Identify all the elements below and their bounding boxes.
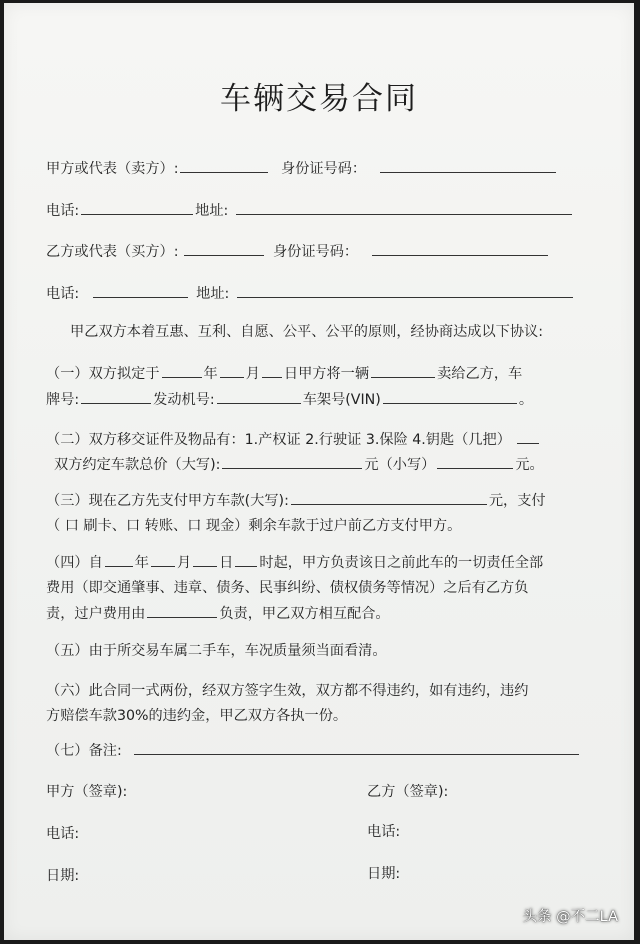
party-b-rep-row xyxy=(46,241,550,262)
party-b-addr-blank[interactable] xyxy=(237,283,573,298)
clause-1-engine-blank[interactable] xyxy=(217,389,301,404)
clause-1-engine-label: 发动机号: xyxy=(153,392,215,408)
clause-4-fee-party-blank[interactable] xyxy=(147,603,217,618)
party-a-date-sign: 日期: xyxy=(46,868,80,884)
clause-1-period: 。 xyxy=(518,392,534,408)
party-b-phone-label: 电话: xyxy=(46,286,80,302)
preamble: 甲乙双方本着互惠、互利、自愿、公平、公平的原则，经协商达成以下协议: xyxy=(70,324,543,340)
clause-1-text-4: 日甲方将一辆 xyxy=(283,366,370,382)
party-b-id-label: 身份证号码： xyxy=(272,244,359,260)
party-a-phone-label: 电话: xyxy=(46,203,80,219)
party-b-addr-label: 地址: xyxy=(196,286,230,302)
clause-3-text-2: 元，支付 xyxy=(488,493,546,509)
clause-2-keys-blank[interactable] xyxy=(517,429,539,444)
clause-4-line-2: 费用（即交通肇事、违章、债务、民事纠纷、债权债务等情况）之后有乙方负 xyxy=(46,580,529,596)
party-a-phone-blank[interactable] xyxy=(81,200,193,215)
party-a-id-label: 身份证号码： xyxy=(280,161,367,177)
party-b-rep-label: 乙方或代表（买方）: xyxy=(46,244,179,260)
clause-2-line-2 xyxy=(54,454,544,475)
party-a-phone-sign: 电话: xyxy=(46,826,80,842)
clause-4-text-1: （四）自 xyxy=(46,555,103,571)
clause-1-day-blank[interactable] xyxy=(262,363,282,378)
clause-2-line-1 xyxy=(46,429,541,450)
party-b-id-blank[interactable] xyxy=(372,241,548,256)
party-a-name-blank[interactable] xyxy=(180,158,268,173)
clause-4-line-1 xyxy=(46,552,543,573)
clause-1-text-2: 年 xyxy=(203,366,218,382)
clause-7-row xyxy=(46,740,581,761)
party-b-phone-sign: 电话: xyxy=(367,824,401,840)
party-a-rep-label: 甲方或代表（卖方）: xyxy=(46,161,179,177)
page-title: 车辆交易合同 xyxy=(220,81,418,117)
clause-5: （五）由于所交易车属二手车，车况质量须当面看清。 xyxy=(46,643,387,659)
party-a-id-blank[interactable] xyxy=(380,158,556,173)
clause-1-line-2 xyxy=(46,389,533,410)
clause-4-day-blank[interactable] xyxy=(193,552,217,567)
party-a-addr-blank[interactable] xyxy=(236,200,572,215)
contract-page xyxy=(4,3,634,940)
clause-4-text-3: 月 xyxy=(176,555,192,571)
clause-1-plate-blank[interactable] xyxy=(81,389,151,404)
clause-4-year-blank[interactable] xyxy=(105,552,133,567)
clause-4-text-7: 责，过户费用由 xyxy=(46,606,146,622)
clause-4-line-3 xyxy=(46,603,390,624)
party-b-phone-blank[interactable] xyxy=(93,283,188,298)
clause-1-text-3: 月 xyxy=(245,366,260,382)
clause-4-month-blank[interactable] xyxy=(151,552,175,567)
clause-2-text-3: 元（小写） xyxy=(364,457,436,473)
clause-7-label: （七）备注: xyxy=(46,743,122,759)
party-a-rep-row xyxy=(46,158,558,179)
clause-4-text-8: 负责，甲乙双方相互配合。 xyxy=(219,606,390,622)
clause-1-vin-blank[interactable] xyxy=(383,389,517,404)
clause-2-text-1: （二）双方移交证件及物品有：1.产权证 2.行驶证 3.保险 4.钥匙（几把） xyxy=(46,432,511,448)
clause-1-line-1 xyxy=(46,363,522,384)
party-a-addr-label: 地址: xyxy=(195,203,229,219)
clause-6-line-2: 方赔偿车款30%的违约金，甲乙双方各执一份。 xyxy=(46,708,348,724)
clause-3-text-1: （三）现在乙方先支付甲方车款(大写): xyxy=(46,493,289,509)
clause-1-month-blank[interactable] xyxy=(220,363,244,378)
clause-4-text-2: 年 xyxy=(134,555,149,571)
clause-4-text-5: 时起，甲方负责该日之前此车的一切责任全部 xyxy=(259,555,544,571)
clause-2-total-words-blank[interactable] xyxy=(222,454,362,469)
clause-3-line-1 xyxy=(46,490,546,511)
party-a-contact-row xyxy=(46,200,574,221)
remarks-blank[interactable] xyxy=(134,740,579,755)
clause-3-deposit-blank[interactable] xyxy=(291,490,487,505)
clause-1-text-5: 卖给乙方，车 xyxy=(437,366,523,382)
clause-4-text-4: 日 xyxy=(219,555,234,571)
clause-1-vin-label: 车架号(VIN) xyxy=(302,392,381,408)
party-b-contact-row xyxy=(46,283,575,304)
clause-6-line-1: （六）此合同一式两份，经双方签字生效，双方都不得违约，如有违约，违约 xyxy=(46,683,529,699)
clause-2-text-2: 双方约定车款总价（大写): xyxy=(54,457,221,473)
clause-1-vehicle-blank[interactable] xyxy=(371,363,435,378)
clause-3-line-2: （ 口 刷卡、口 转账、口 现金）剩余车款于过户前乙方支付甲方。 xyxy=(46,518,462,534)
party-b-sign-label: 乙方（签章): xyxy=(367,784,449,800)
party-a-sign-label: 甲方（签章): xyxy=(46,784,128,800)
clause-2-total-number-blank[interactable] xyxy=(437,454,513,469)
clause-2-text-4: 元。 xyxy=(515,457,544,473)
party-b-name-blank[interactable] xyxy=(184,241,264,256)
source-watermark: 头条 @不二LA xyxy=(522,909,618,925)
clause-1-year-blank[interactable] xyxy=(162,363,202,378)
clause-1-text-1: （一）双方拟定于 xyxy=(46,366,160,382)
clause-4-hour-blank[interactable] xyxy=(235,552,257,567)
clause-1-plate-label: 牌号: xyxy=(46,392,80,408)
party-b-date-sign: 日期: xyxy=(367,866,401,882)
